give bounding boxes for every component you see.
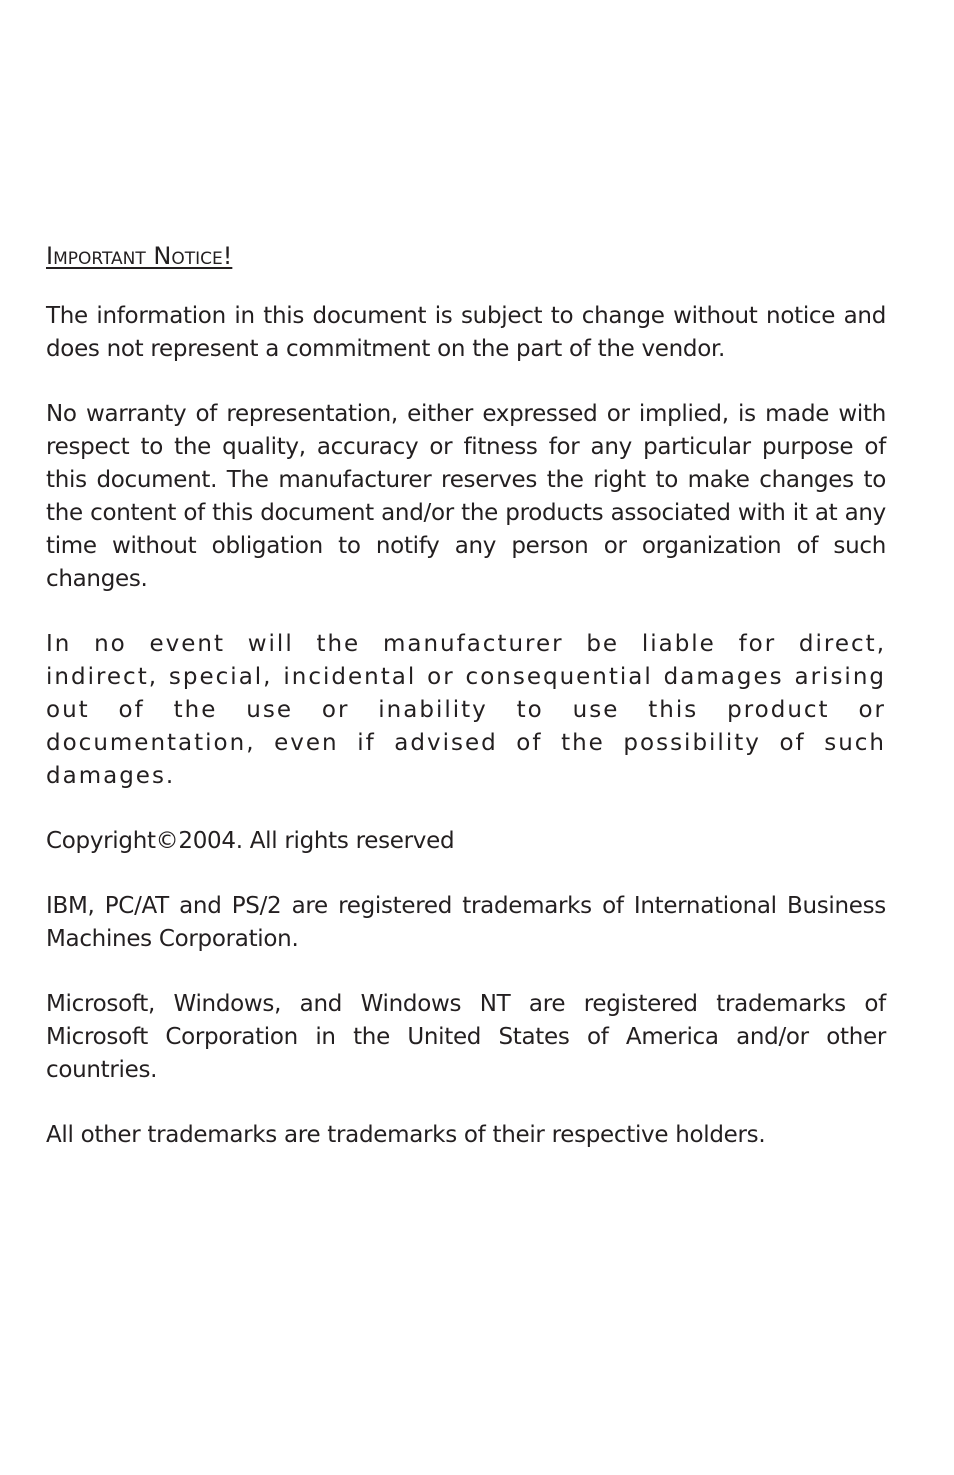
microsoft-trademark-paragraph: Microsoft, Windows, and Windows NT are registered trademarks of Microsoft Corporation in the United States of America and/or other countries.	[46, 991, 886, 1083]
other-trademarks-paragraph: All other trademarks are trademarks of their respective holders.	[46, 1122, 766, 1148]
liability-paragraph: In no event will the manufacturer be liable for direct, indirect, special, incidental or consequential damages arising out of the use or inability to use this product or documentation, even if advised of the possibility of such damages.	[46, 631, 886, 789]
change-notice-paragraph: The information in this document is subject to change without notice and does not represent a commitment on the part of the vendor.	[46, 303, 886, 362]
warranty-paragraph: No warranty of representation, either expressed or implied, is made with respect to the quality, accuracy or fitness for any particular purpose of this document. The manufacturer reserves the right to make changes to the content of this document and/or the products associated with it at any time without obligation to notify any person or organization of such changes.	[46, 401, 886, 592]
notice-heading: Important Notice!	[46, 242, 233, 270]
ibm-trademark-paragraph: IBM, PC/AT and PS/2 are registered trademarks of International Business Machines Corporation.	[46, 893, 886, 952]
notice-page	[46, 236, 886, 1184]
copyright-paragraph: Copyright©2004. All rights reserved	[46, 828, 455, 854]
